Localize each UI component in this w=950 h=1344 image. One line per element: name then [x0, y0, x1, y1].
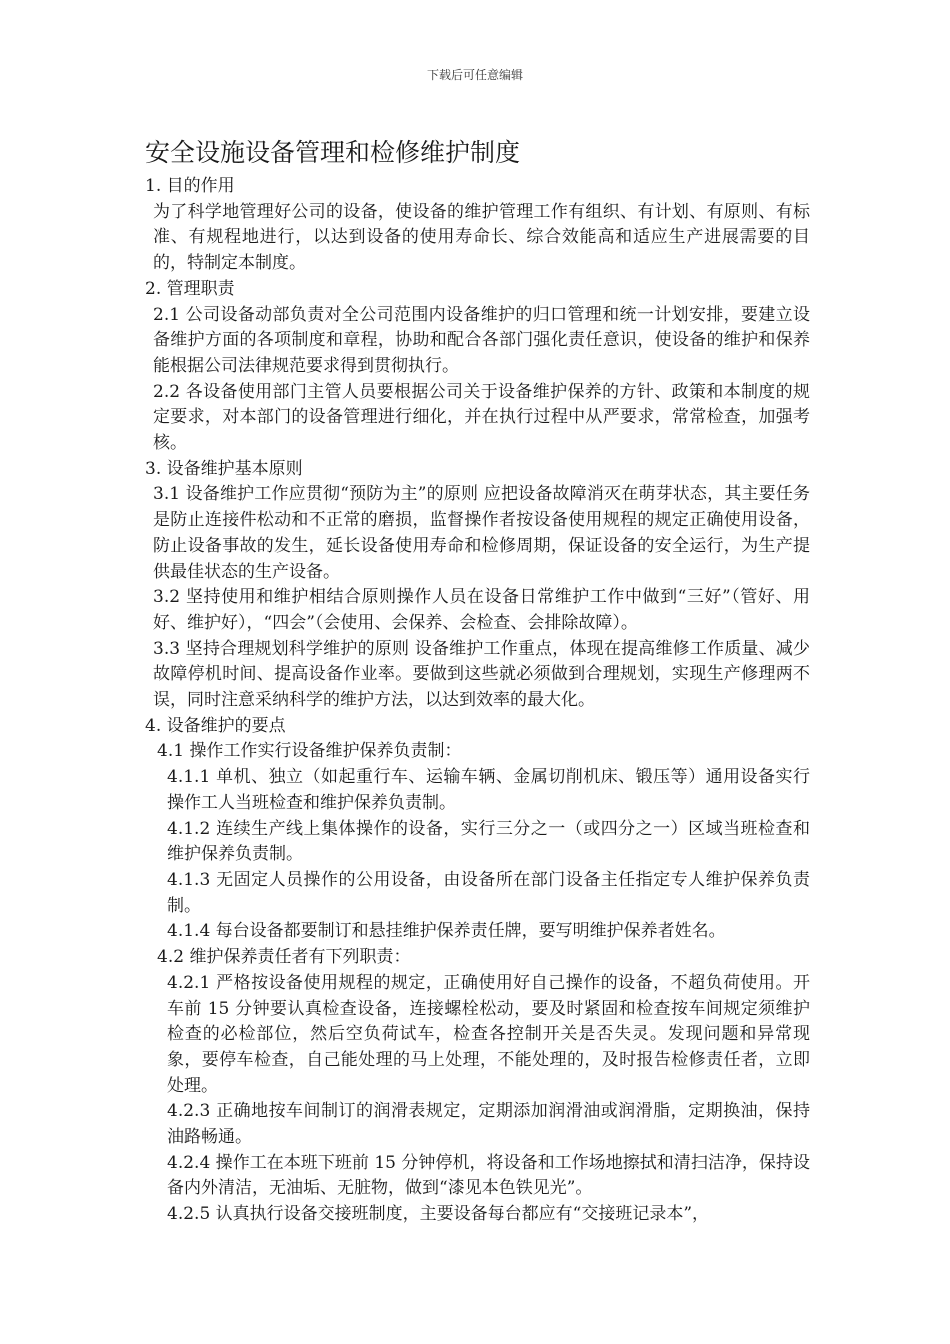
paragraph: 3.1 设备维护工作应贯彻“预防为主”的原则 应把设备故障消灭在萌芽状态，其主要任务是防止连接件松动和不正常的磨损，监督操作者按设备使用规程的规定正确使用设备，防止设备事故的发生，延长设备使用寿命和检修周期，保证设备的安全运行，为生产提供最佳状态的生产设备。 [153, 484, 810, 582]
paragraph: 4.1.2 连续生产线上集体操作的设备，实行三分之一（或四分之一）区域当班检查和维护保养负责制。 [167, 818, 810, 865]
section-heading: 1. 目的作用 [145, 176, 235, 196]
paragraph: 4.1.4 每台设备都要制订和悬挂维护保养责任牌，要写明维护保养者姓名。 [167, 921, 726, 942]
section-heading: 2. 管理职责 [145, 278, 235, 299]
paragraph: 2.2 各设备使用部门主管人员要根据公司关于设备维护保养的方针、政策和本制度的规定要求，对本部门的设备管理进行细化，并在执行过程中从严要求，常常检查，加强考核。 [153, 381, 810, 454]
paragraph: 4.2.3 正确地按车间制订的润滑表规定，定期添加润滑油或润滑脂，定期换油，保持油路畅通。 [167, 1101, 810, 1148]
paragraph: 4.1.1 单机、独立（如起重行车、运输车辆、金属切削机床、锻压等）通用设备实行操作工人当班检查和维护保养负责制。 [167, 767, 810, 813]
document-title: 安全设施设备管理和检修维护制度 [145, 138, 521, 167]
paragraph: 4.1 操作工作实行设备维护保养负责制： [157, 741, 462, 762]
paragraph: 3.3 坚持合理规划科学维护的原则 设备维护工作重点，体现在提高维修工作质量、减少故障停机时间、提高设备作业率。要做到这些就必须做到合理规划，实现生产修理两不误，同时注意采纳科学的维护方法，以达到效率的最大化。 [153, 638, 810, 711]
paragraph: 4.2 维护保养责任者有下列职责： [157, 947, 411, 968]
paragraph: 4.2.1 严格按设备使用规程的规定，正确使用好自己操作的设备，不超负荷使用。开车前 15 分钟要认真检查设备，连接螺栓松动，要及时紧固和检查按车间规定须维护检查的必检部位，然后空负荷试车，检查各控制开关是否失灵。发现问题和异常现象，要停车检查，自己能处理的马上处理，不能处理的，及时报告检修责任者，立即处理。 [167, 972, 810, 1096]
paragraph: 4.1.3 无固定人员操作的公用设备，由设备所在部门设备主任指定专人维护保养负责制。 [167, 869, 810, 916]
section-heading: 4. 设备维护的要点 [145, 715, 286, 736]
paragraph: 4.2.5 认真执行设备交接班制度，主要设备每台都应有“交接班记录本”， [167, 1204, 710, 1225]
paragraph: 2.1 公司设备动部负责对全公司范围内设备维护的归口管理和统一计划安排，要建立设备维护方面的各项制度和章程，协助和配合各部门强化责任意识，使设备的维护和保养能根据公司法律规范要求得到贯彻执行。 [153, 304, 810, 376]
paragraph: 为了科学地管理好公司的设备，使设备的维护管理工作有组织、有计划、有原则、有标准、有规程地进行，以达到设备的使用寿命长、综合效能高和适应生产进展需要的目的，特制定本制度。 [153, 201, 810, 274]
section-heading: 3. 设备维护基本原则 [145, 458, 303, 479]
page-header-note: 下载后可任意编辑 [426, 68, 523, 82]
paragraph: 4.2.4 操作工在本班下班前 15 分钟停机，将设备和工作场地擦拭和清扫洁净，保持设备内外清洁，无油垢、无脏物，做到“漆见本色铁见光”。 [167, 1152, 810, 1199]
paragraph: 3.2 坚持使用和维护相结合原则操作人员在设备日常维护工作中做到“三好”（管好、用好、维护好），“四会”（会使用、会保养、会检查、会排除故障）。 [153, 587, 810, 633]
document-body [145, 174, 810, 1228]
